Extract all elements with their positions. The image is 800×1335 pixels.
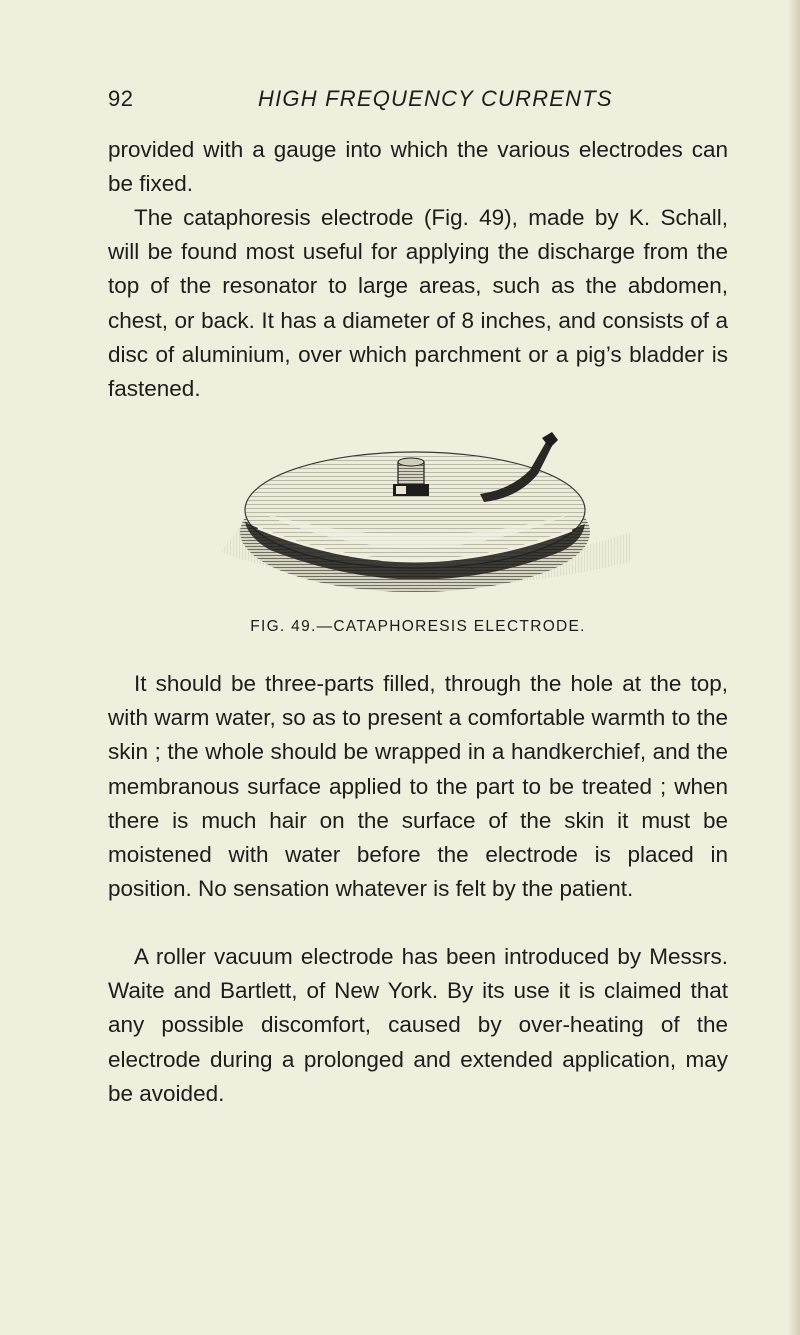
page-header — [108, 86, 728, 116]
paragraph-3: It should be three-parts filled, through the hole at the top, with warm water, so as to present a comfortable warmth to the skin ; the whole should be wrapped in a handkerchief, and the membranous surface applied to the part to be treated ; when there is much hair on the surface of the skin it must be moistened with water before the electrode is placed in position. No sensation whatever is felt by the patient. — [108, 671, 728, 902]
running-title: HIGH FREQUENCY CURRENTS — [258, 86, 613, 111]
paragraph-2: The cataphoresis electrode (Fig. 49), made by K. Schall, will be found most useful for applying the discharge from the top of the resonator to large areas, such as the abdomen, chest, or back. It has a diameter of 8 inches, and consists of a disc of aluminium, over which parchment or a pig’s bladder is fastened. — [108, 205, 728, 402]
page-edge-shadow — [788, 0, 800, 1335]
figure-cataphoresis-electrode — [200, 432, 640, 612]
paragraph-4: A roller vacuum electrode has been introduced by Messrs. Waite and Bartlett, of New York. By its use it is claimed that any possible discomfort, caused by over-heating of the electrode during a prolonged and extended application, may be avoided. — [108, 944, 728, 1106]
electrode-illustration — [200, 432, 640, 612]
page-number: 92 — [108, 86, 134, 111]
figure-caption: FIG. 49.—CATAPHORESIS ELECTRODE. — [250, 618, 586, 635]
paragraph-1: provided with a gauge into which the various electrodes can be fixed. — [108, 137, 728, 197]
